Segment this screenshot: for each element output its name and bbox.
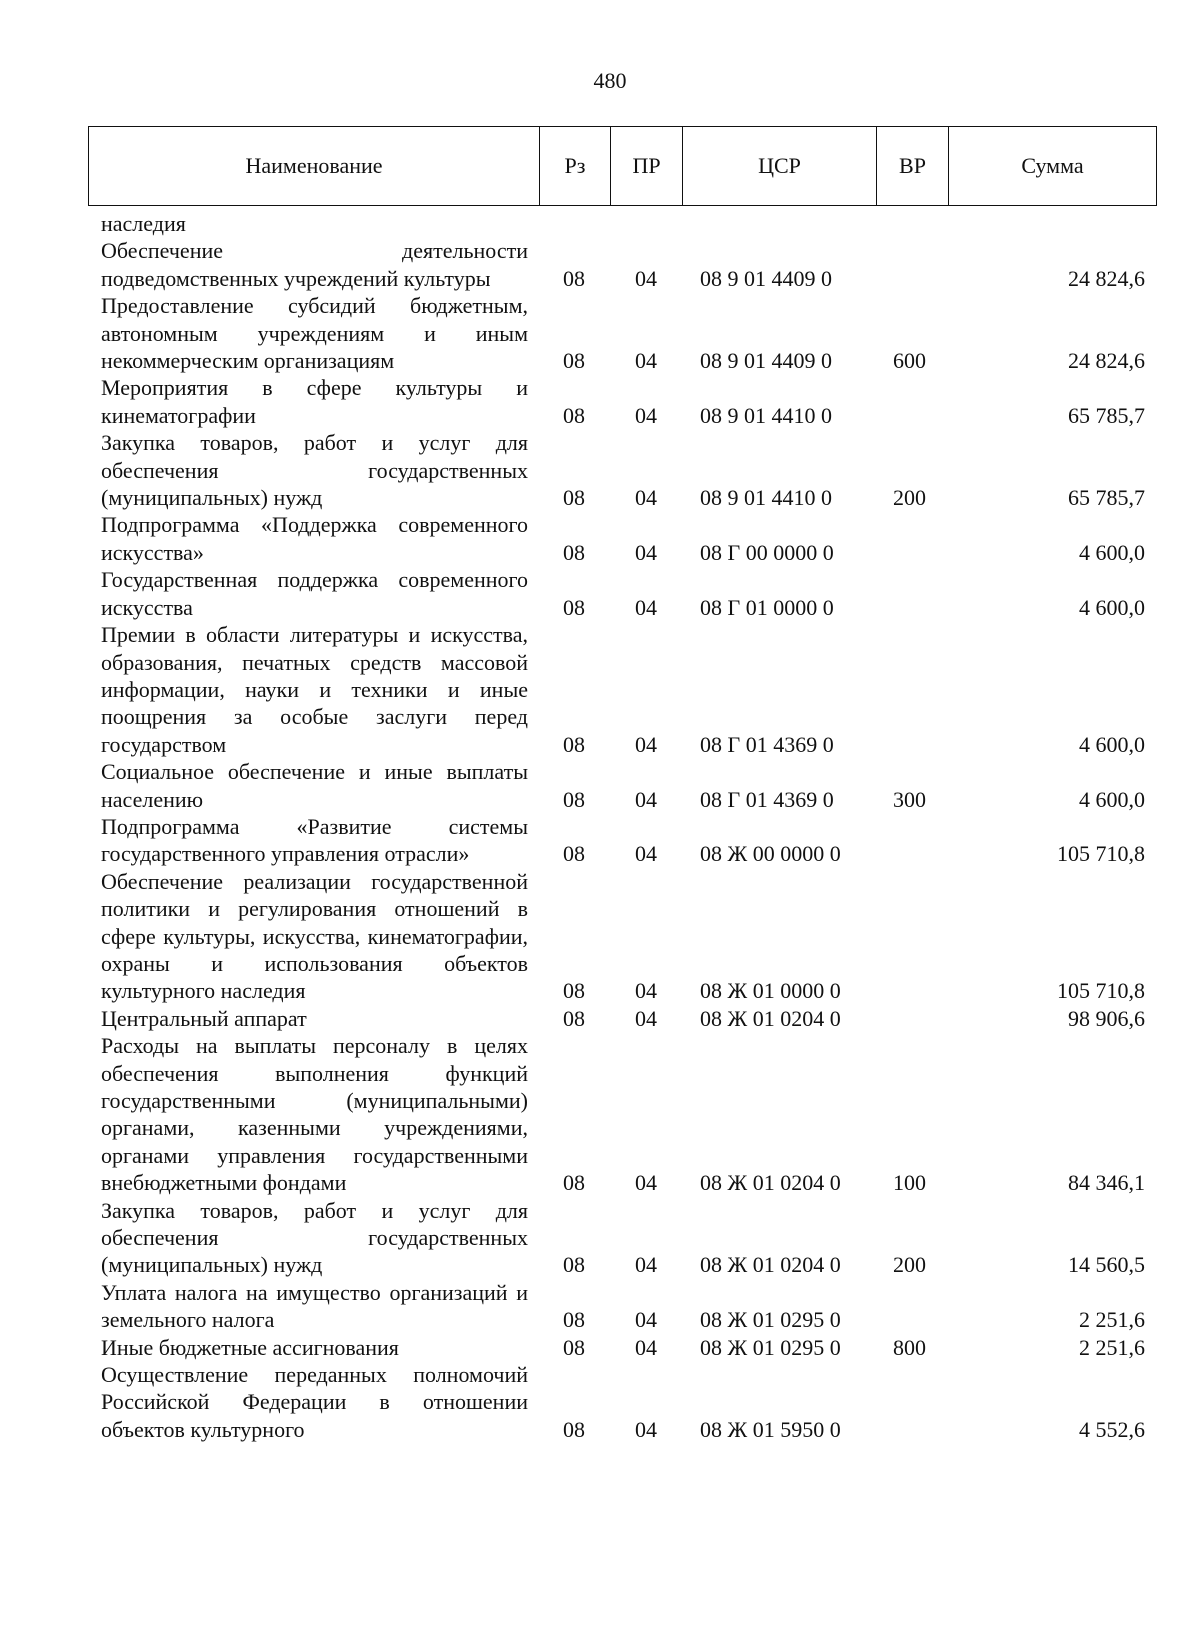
row-csr: 08 Ж 01 0204 0 — [700, 1170, 841, 1196]
row-pr: 04 — [635, 1416, 657, 1442]
row-vr: 600 — [893, 348, 926, 374]
table-body — [0, 210, 1200, 1443]
row-vr: 200 — [893, 485, 926, 511]
row-name: Мероприятия в сфере культуры и кинематографии — [101, 375, 528, 428]
row-sum: 4 600,0 — [1079, 786, 1145, 812]
table-row — [0, 621, 1200, 758]
row-rz: 08 — [563, 485, 585, 511]
row-name: Иные бюджетные ассигнования — [101, 1334, 399, 1360]
row-csr: 08 Ж 01 0204 0 — [700, 1005, 841, 1031]
table-row — [0, 1197, 1200, 1279]
table-row — [0, 237, 1200, 292]
row-pr: 04 — [635, 485, 657, 511]
row-pr: 04 — [635, 731, 657, 757]
row-rz: 08 — [563, 594, 585, 620]
row-pr: 04 — [635, 978, 657, 1004]
table-row — [0, 1279, 1200, 1334]
row-rz: 08 — [563, 1307, 585, 1333]
row-sum: 4 600,0 — [1079, 539, 1145, 565]
row-csr: 08 9 01 4410 0 — [700, 402, 832, 428]
row-name: Подпрограмма «Поддержка современного искусства» — [101, 512, 528, 565]
row-name: Закупка товаров, работ и услуг для обеспечения государственных (муниципальных) нужд — [101, 1197, 528, 1278]
row-sum: 4 552,6 — [1079, 1416, 1145, 1442]
table-row — [0, 292, 1200, 374]
row-name: Обеспечение деятельности подведомственных учреждений культуры — [101, 238, 528, 291]
header-sum: Сумма — [1021, 153, 1084, 178]
header-rz: Рз — [540, 127, 611, 205]
header-vr: ВР — [877, 127, 949, 205]
row-sum: 65 785,7 — [1068, 485, 1145, 511]
table-row — [0, 1032, 1200, 1196]
row-rz: 08 — [563, 841, 585, 867]
row-rz: 08 — [563, 348, 585, 374]
row-vr: 200 — [893, 1252, 926, 1278]
row-sum: 4 600,0 — [1079, 731, 1145, 757]
row-name: Социальное обеспечение и иные выплаты населению — [101, 759, 528, 812]
row-vr: 100 — [893, 1170, 926, 1196]
table-row — [0, 1334, 1200, 1361]
row-rz: 08 — [563, 978, 585, 1004]
row-pr: 04 — [635, 786, 657, 812]
row-pr: 04 — [635, 265, 657, 291]
row-pr: 04 — [635, 539, 657, 565]
row-name: наследия — [101, 211, 186, 236]
row-sum: 65 785,7 — [1068, 402, 1145, 428]
row-csr: 08 Г 01 4369 0 — [700, 731, 834, 757]
table-row — [0, 566, 1200, 621]
table-row — [0, 374, 1200, 429]
row-sum: 84 346,1 — [1068, 1170, 1145, 1196]
page-number: 480 — [593, 68, 627, 93]
row-name: Осуществление переданных полномочий Российской Федерации в отношении объектов культурного — [101, 1362, 528, 1442]
row-pr: 04 — [635, 1252, 657, 1278]
row-rz: 08 — [563, 1005, 585, 1031]
table-row — [0, 1361, 1200, 1443]
row-pr: 04 — [635, 1170, 657, 1196]
row-csr: 08 Г 01 0000 0 — [700, 594, 834, 620]
row-csr: 08 Ж 00 0000 0 — [700, 841, 841, 867]
row-name: Предоставление субсидий бюджетным, автономным учреждениям и иным некоммерческим организациям — [101, 293, 528, 374]
row-rz: 08 — [563, 1334, 585, 1360]
row-rz: 08 — [563, 402, 585, 428]
row-csr: 08 Ж 01 0000 0 — [700, 978, 841, 1004]
row-sum: 105 710,8 — [1057, 978, 1145, 1004]
header-csr: ЦСР — [683, 127, 877, 205]
table-row — [0, 758, 1200, 813]
row-sum: 2 251,6 — [1079, 1307, 1145, 1333]
row-name: Закупка товаров, работ и услуг для обеспечения государственных (муниципальных) нужд — [101, 430, 528, 511]
table-row — [0, 813, 1200, 868]
row-csr: 08 9 01 4409 0 — [700, 265, 832, 291]
row-name: Обеспечение реализации государственной политики и регулирования отношений в сфере культуры, искусства, кинематографии, охраны и использования объектов культурного наследия — [101, 868, 528, 1004]
row-sum: 98 906,6 — [1068, 1005, 1145, 1031]
row-rz: 08 — [563, 539, 585, 565]
row-pr: 04 — [635, 841, 657, 867]
row-csr: 08 9 01 4410 0 — [700, 485, 832, 511]
row-rz: 08 — [563, 731, 585, 757]
row-sum: 24 824,6 — [1068, 348, 1145, 374]
row-rz: 08 — [563, 265, 585, 291]
header-pr: ПР — [611, 127, 683, 205]
row-rz: 08 — [563, 1252, 585, 1278]
row-sum: 105 710,8 — [1057, 841, 1145, 867]
row-vr: 800 — [893, 1334, 926, 1360]
header-name: Наименование — [89, 127, 540, 205]
row-csr: 08 Г 00 0000 0 — [700, 539, 834, 565]
table-row — [0, 1005, 1200, 1032]
row-name: Расходы на выплаты персоналу в целях обеспечения выполнения функций государственными (муниципальными) органами, казенными учреждениями, органами управления государственными внебюджетными фондами — [101, 1033, 528, 1196]
table-header — [88, 126, 1157, 206]
table-row — [0, 429, 1200, 511]
row-rz: 08 — [563, 786, 585, 812]
row-sum: 14 560,5 — [1068, 1252, 1145, 1278]
row-pr: 04 — [635, 1307, 657, 1333]
row-pr: 04 — [635, 348, 657, 374]
row-name: Премии в области литературы и искусства, образования, печатных средств массовой информации, науки и техники и иные поощрения за особые заслуги перед государством — [101, 622, 528, 757]
row-sum: 2 251,6 — [1079, 1334, 1145, 1360]
row-csr: 08 Ж 01 5950 0 — [700, 1416, 841, 1442]
row-csr: 08 Ж 01 0295 0 — [700, 1307, 841, 1333]
row-pr: 04 — [635, 594, 657, 620]
row-csr: 08 Ж 01 0295 0 — [700, 1334, 841, 1360]
row-csr: 08 Ж 01 0204 0 — [700, 1252, 841, 1278]
row-csr: 08 9 01 4409 0 — [700, 348, 832, 374]
row-rz: 08 — [563, 1170, 585, 1196]
row-rz: 08 — [563, 1416, 585, 1442]
row-pr: 04 — [635, 402, 657, 428]
row-sum: 4 600,0 — [1079, 594, 1145, 620]
table-row — [0, 511, 1200, 566]
table-row — [0, 210, 1200, 237]
row-pr: 04 — [635, 1005, 657, 1031]
row-name: Центральный аппарат — [101, 1005, 307, 1031]
row-name: Государственная поддержка современного искусства — [101, 567, 528, 620]
row-sum: 24 824,6 — [1068, 265, 1145, 291]
row-vr: 300 — [893, 786, 926, 812]
row-pr: 04 — [635, 1334, 657, 1360]
table-row — [0, 868, 1200, 1005]
row-name: Уплата налога на имущество организаций и земельного налога — [101, 1279, 528, 1333]
row-name: Подпрограмма «Развитие системы государственного управления отрасли» — [101, 813, 528, 867]
row-csr: 08 Г 01 4369 0 — [700, 786, 834, 812]
